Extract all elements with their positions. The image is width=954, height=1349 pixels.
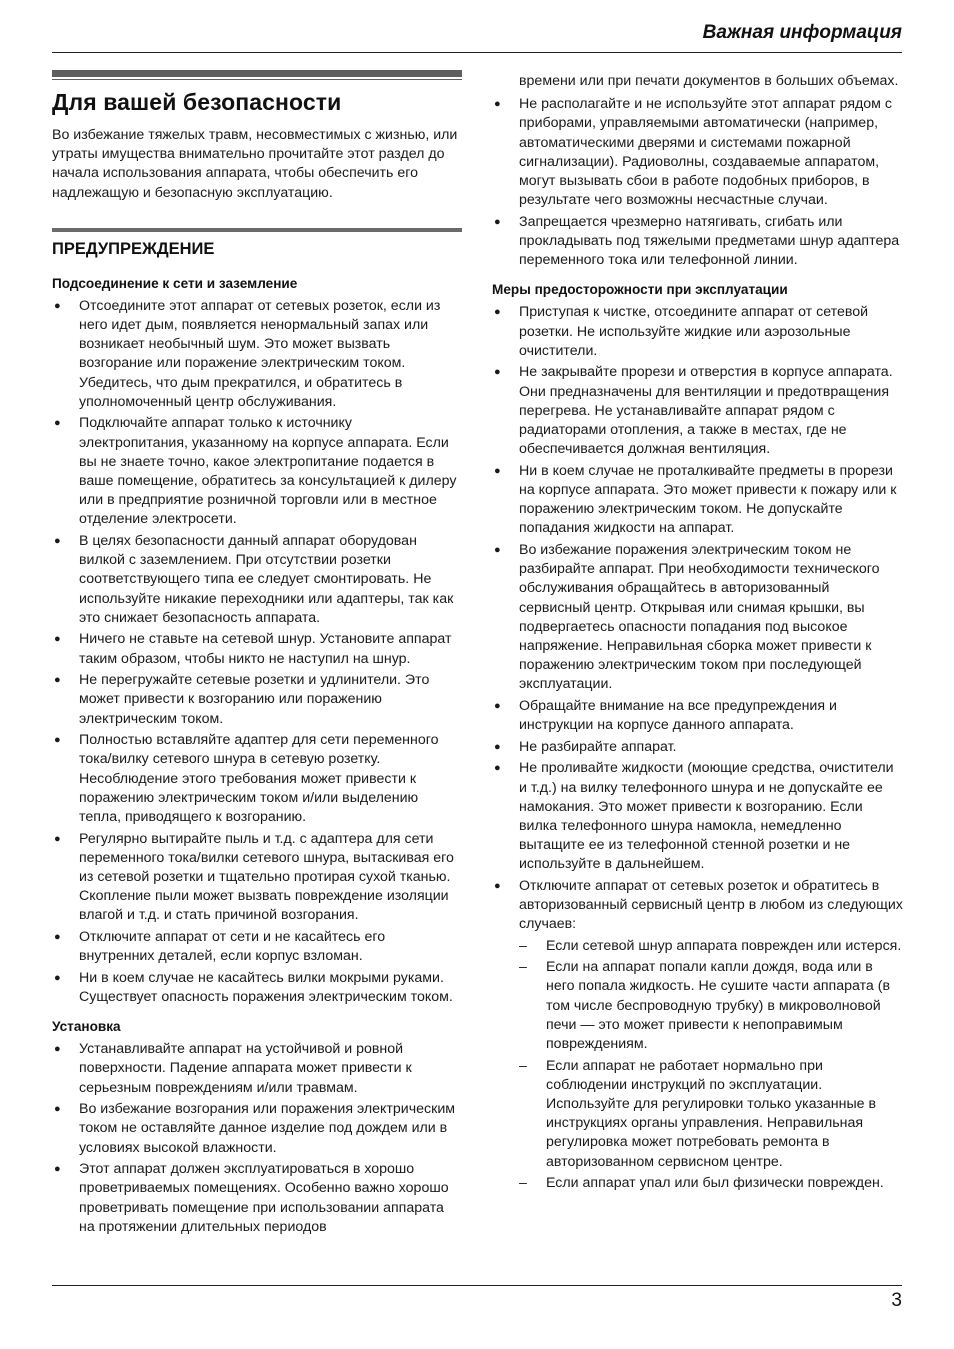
list-item — [492, 303, 904, 361]
dash-icon: – — [519, 937, 527, 954]
warning-title: ПРЕДУПРЕЖДЕНИЕ — [52, 239, 215, 258]
intro-paragraph: Во избежание тяжелых травм, несовместимых с жизнью, или утраты имущества внимательно прочитайте этот раздел до начала использования аппарата, чтобы обеспечить его надлежащую и безопасную эксплуатацию. — [52, 127, 458, 201]
power-section-heading: Подсоединение к сети и заземление — [52, 275, 298, 291]
list-item — [492, 759, 904, 874]
sub-list-item — [519, 1174, 904, 1193]
section-title: Для вашей безопасности — [52, 89, 342, 115]
dash-icon: – — [519, 1057, 527, 1074]
list-item — [52, 1100, 462, 1158]
bullet-icon: ● — [54, 535, 61, 548]
list-item — [52, 969, 462, 1007]
sub-list-item — [519, 1057, 904, 1172]
sub-list-item-text: Если на аппарат попали капли дождя, вода или в него попала жидкость. Не сушите части аппарата (в том числе беспроводную трубку) в микроволновой печи — это может привести к непоправимым повреждениям. — [546, 959, 891, 1053]
list-item — [492, 213, 904, 271]
list-item — [52, 671, 462, 729]
list-item-text: Во избежание поражения электрическим током не разбирайте аппарат. При необходимости технического обслуживания обращайтесь в авторизованный сервисный центр. Открывая или снимая крышки, вы подвергаетесь опасности попадания под высокое напряжение. Неправильная сборка может привести к поражению электрическим током при последующей эксплуатации. — [519, 542, 880, 693]
list-item — [492, 462, 904, 539]
bullet-icon: ● — [54, 1163, 61, 1176]
left-column — [52, 70, 462, 1239]
list-item — [52, 830, 462, 926]
bullet-icon: ● — [494, 464, 501, 477]
list-item-text: Подключайте аппарат только к источнику электропитания, указанному на корпусе аппарата. Если вы не знаете точно, какое электропитание подается в ваше помещение, обратитесь за консультацией к дилеру или в предприятие розничной торговли или в местное отделение электросети. — [79, 415, 457, 528]
list-item-text: Устанавливайте аппарат на устойчивой и ровной поверхности. Падение аппарата может привести к серьезным повреждениям и/или травмам. — [79, 1041, 412, 1096]
list-item-text: Этот аппарат должен эксплуатироваться в хорошо проветриваемых помещениях. Особенно важно хорошо проветривать помещение при использовании аппарата на протяжении длительных периодов — [79, 1161, 449, 1235]
list-item — [492, 363, 904, 459]
list-item — [52, 731, 462, 827]
list-item — [492, 697, 904, 735]
bullet-icon: ● — [494, 762, 501, 775]
bullet-icon: ● — [494, 740, 501, 753]
sub-list-item-text: Если сетевой шнур аппарата поврежден или истерся. — [546, 937, 902, 954]
list-item-text: Ни в коем случае не касайтесь вилки мокрыми руками. Существует опасность поражения электрическим током. — [79, 969, 453, 1006]
list-item — [52, 297, 462, 412]
sub-list-item-text: Если аппарат не работает нормально при соблюдении инструкций по эксплуатации. Используйте для регулировки только указанные в инструкциях органы управления. Неправильная регулировка может потребовать ремонта в авторизованном сервисном центре. — [546, 1057, 877, 1170]
list-item — [52, 630, 462, 668]
list-item-text: Не располагайте и не используйте этот аппарат рядом с приборами, управляемыми автоматически (например, автоматическими дверями и системами пожарной сигнализации). Радиоволны, создаваемые аппаратом, могут вызывать сбои в работе подобных приборов, в результате чего возможны несчастные случаи. — [519, 96, 892, 209]
page-number: 3 — [891, 1290, 902, 1311]
list-item-text: Ничего не ставьте на сетевой шнур. Установите аппарат таким образом, чтобы никто не наступил на шнур. — [79, 631, 452, 667]
dash-icon: – — [519, 1175, 527, 1192]
list-item-text: Не закрывайте прорези и отверстия в корпусе аппарата. Они предназначены для вентиляции и предотвращения перегрева. Не устанавливайте аппарат рядом с радиаторами отопления, а также в местах, где не обеспечивается должная вентиляция. — [519, 364, 893, 458]
bullet-icon: ● — [54, 1043, 61, 1056]
bullet-icon: ● — [54, 417, 61, 430]
list-item-text: Запрещается чрезмерно натягивать, сгибать или прокладывать под тяжелыми предметами шнур адаптера переменного тока или телефонной линии. — [519, 213, 900, 269]
bullet-icon: ● — [54, 734, 61, 747]
dash-icon: – — [519, 959, 527, 976]
sub-list-item — [519, 937, 904, 956]
list-item — [52, 532, 462, 628]
title-rule — [52, 70, 462, 77]
list-item — [492, 877, 904, 1193]
list-item-text: Регулярно вытирайте пыль и т.д. с адаптера для сети переменного тока/вилки сетевого шнура, вытаскивая его из сетевой розетки и тщательно протирая сухой тканью. Скопление пыли может вызвать повреждение изоляции влагой и т.д. и стать причиной возгорания. — [79, 830, 454, 924]
page-footer — [52, 1285, 902, 1311]
list-item-text: Не проливайте жидкости (моющие средства, очистители и т.д.) на вилку телефонного шнура и не допускайте ее намокания. Это может привести к возгоранию. Если вилка телефонного шнура намокла, немедленно вытащите ее из телефонной стенной розетки и не используйте в дальнейшем. — [519, 760, 894, 873]
sub-list-item-text: Если аппарат упал или был физически поврежден. — [546, 1175, 884, 1192]
bullet-icon: ● — [54, 971, 61, 984]
sub-list-item — [519, 958, 904, 1054]
list-item-text: Не перегружайте сетевые розетки и удлинители. Это может привести к возгоранию или поражению электрическим током. — [79, 672, 430, 727]
page-header — [52, 22, 902, 53]
operation-section-heading: Меры предосторожности при эксплуатации — [492, 282, 788, 298]
list-item — [52, 1040, 462, 1098]
list-item-text: Обращайте внимание на все предупреждения и инструкции на корпусе данного аппарата. — [519, 698, 837, 734]
list-item-text: Во избежание возгорания или поражения электрическим током не оставляйте данное изделие под дождем или в условиях высокой влажности. — [79, 1101, 455, 1156]
bullet-icon: ● — [54, 931, 61, 944]
list-item — [52, 414, 462, 529]
bullet-icon: ● — [54, 633, 61, 646]
list-item-text: Отключите аппарат от сети и не касайтесь его внутренних деталей, если корпус взломан. — [79, 929, 386, 965]
warning-rule — [52, 228, 462, 232]
bullet-icon: ● — [494, 306, 501, 319]
list-item-text: Отключите аппарат от сетевых розеток и обратитесь в авторизованный сервисный центр в любом из следующих случаев: — [519, 878, 903, 933]
list-item — [492, 541, 904, 695]
install-section-list-continued — [492, 95, 904, 270]
list-item — [52, 1160, 462, 1237]
bullet-icon: ● — [494, 700, 501, 713]
bullet-icon: ● — [54, 832, 61, 845]
operation-section-list — [492, 303, 904, 1193]
list-item — [492, 95, 904, 210]
list-item-text: Не разбирайте аппарат. — [519, 738, 677, 755]
list-item-text: Полностью вставляйте адаптер для сети переменного тока/вилку сетевого шнура в сетевую розетку. Несоблюдение этого требования может привести к поражению электрическим током и/или выделению тепла, приводящего к возгоранию. — [79, 732, 439, 826]
install-section-heading: Установка — [52, 1019, 121, 1035]
bullet-icon: ● — [494, 880, 501, 893]
bullet-icon: ● — [494, 544, 501, 557]
list-item — [492, 738, 904, 757]
list-item-text: Отсоедините этот аппарат от сетевых розеток, если из него идет дым, появляется ненормальный запах или возникает необычный шум. Это может вызвать возгорание или поражение электрическим током. Убедитесь, что дым прекратился, и обратитесь в уполномоченный центр обслуживания. — [79, 297, 441, 410]
bullet-icon: ● — [494, 215, 501, 228]
list-item — [52, 928, 462, 966]
list-item-text: Ни в коем случае не проталкивайте предметы в прорези на корпусе аппарата. Это может привести к пожару или к поражению электрическим током. Не допускайте попадания жидкости на аппарат. — [519, 462, 897, 537]
install-section-list — [52, 1040, 462, 1237]
bullet-icon: ● — [494, 366, 501, 379]
power-section-list — [52, 297, 462, 1007]
sub-list — [519, 937, 904, 1194]
bullet-icon: ● — [494, 98, 501, 111]
header-title: Важная информация — [702, 22, 902, 43]
bullet-icon: ● — [54, 1103, 61, 1116]
title-rule-thin — [52, 79, 462, 80]
bullet-icon: ● — [54, 674, 61, 687]
list-item-text: Приступая к чистке, отсоедините аппарат от сетевой розетки. Не используйте жидкие или аэрозольные очистители. — [519, 304, 869, 359]
continued-text: времени или при печати документов в больших объемах. — [519, 73, 899, 89]
list-item-text: В целях безопасности данный аппарат оборудован вилкой с заземлением. При отсутствии розетки соответствующего типа ее следует смонтировать. Не используйте никакие переходники или адаптеры, так как это снижает безопасность аппарата. — [79, 533, 454, 626]
bullet-icon: ● — [54, 299, 61, 312]
right-column — [492, 72, 904, 1196]
